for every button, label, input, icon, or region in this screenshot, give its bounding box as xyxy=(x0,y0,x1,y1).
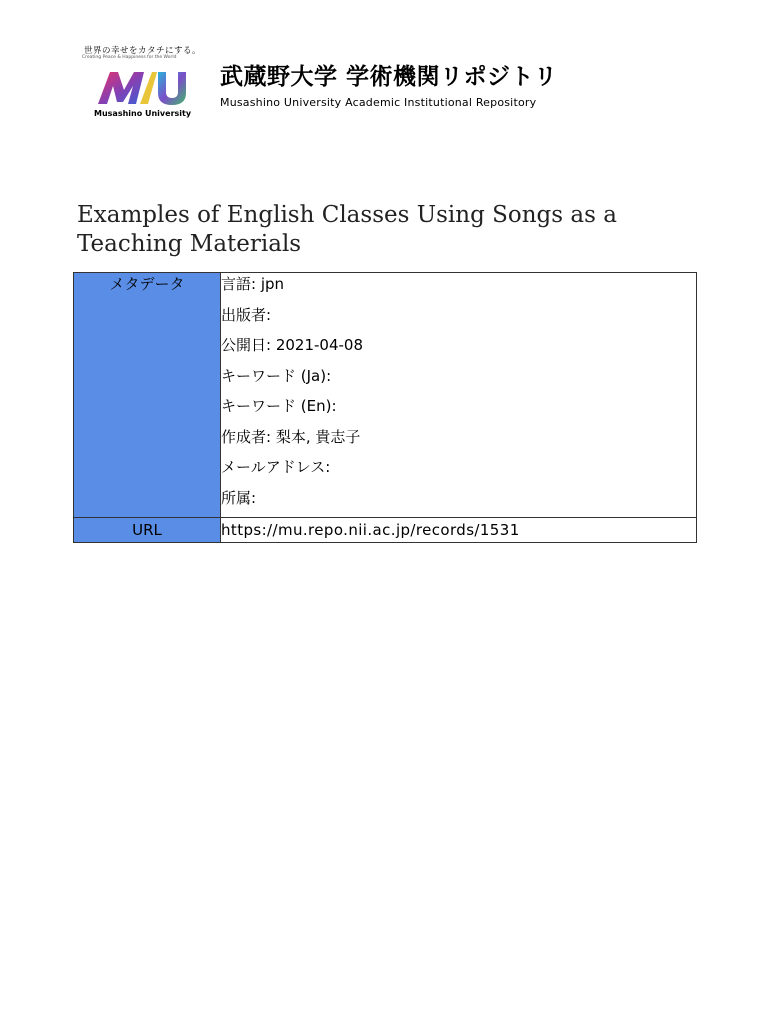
record-url-link[interactable]: https://mu.repo.nii.ac.jp/records/1531 xyxy=(221,518,697,543)
metadata-keywords-ja: キーワード (Ja): xyxy=(221,366,332,385)
metadata-email: メールアドレス: xyxy=(221,458,331,476)
metadata-language: 言語: jpn xyxy=(221,275,285,293)
logo-tagline-en: Creating Peace & Happiness for the World xyxy=(82,55,177,60)
university-logo xyxy=(72,42,212,122)
document-title: Examples of English Classes Using Songs as a Teaching Materials xyxy=(77,202,617,258)
url-row xyxy=(74,518,697,543)
metadata-label-cell: メタデータ xyxy=(74,273,221,518)
metadata-values-cell xyxy=(221,273,697,518)
metadata-affiliation: 所属: xyxy=(221,488,257,507)
repository-title: 武蔵野大学 学術機関リポジトリ xyxy=(220,64,558,90)
metadata-keywords-en: キーワード (En): xyxy=(221,397,337,415)
url-label-cell: URL xyxy=(74,518,221,543)
mu-logo-icon xyxy=(96,68,188,106)
logo-university-name: Musashino University xyxy=(94,109,192,118)
metadata-author: 作成者: 梨本, 貴志子 xyxy=(221,427,361,446)
metadata-row xyxy=(74,273,697,518)
logo-tagline: 世界の幸せをカタチにする。 xyxy=(84,46,202,56)
metadata-publish-date: 公開日: 2021-04-08 xyxy=(221,336,363,354)
metadata-table xyxy=(73,272,697,543)
repository-subtitle: Musashino University Academic Institutional Repository xyxy=(220,96,537,109)
repository-header xyxy=(72,42,712,132)
metadata-publisher: 出版者: xyxy=(221,305,272,324)
